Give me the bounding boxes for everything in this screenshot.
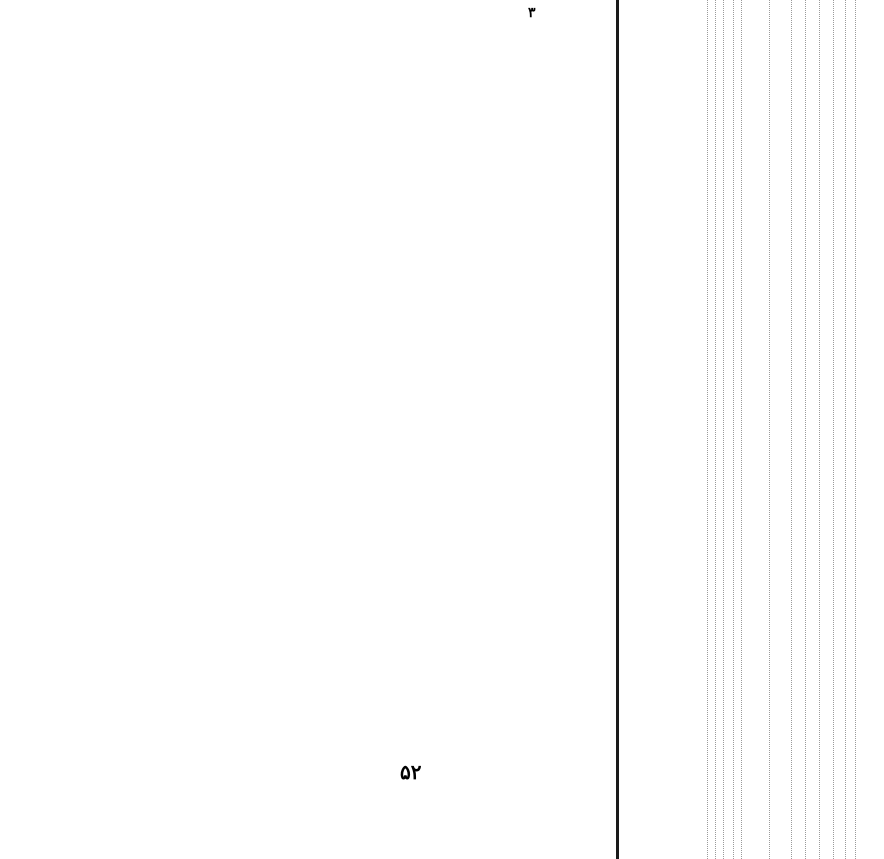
text-line <box>32 348 432 373</box>
text-line <box>32 629 432 654</box>
margin-guide-line <box>855 0 856 859</box>
text-line <box>32 317 432 342</box>
margin-guide-line <box>805 0 806 859</box>
text-line <box>32 760 432 785</box>
text-line <box>32 604 432 629</box>
text-line <box>32 192 432 217</box>
paragraph <box>32 348 432 448</box>
paragraph <box>32 454 432 654</box>
text-line <box>32 423 432 448</box>
margin-guide-line <box>723 0 724 859</box>
page-number: ۵۲ <box>400 760 422 784</box>
text-line <box>32 504 432 529</box>
text-line <box>32 579 432 604</box>
text-line <box>32 660 432 685</box>
margin-guide-line <box>741 0 742 859</box>
text-line <box>32 267 432 292</box>
text-line <box>32 529 432 554</box>
corner-mark: ٣ <box>528 5 536 21</box>
text-line <box>32 217 432 242</box>
text-line <box>32 398 432 423</box>
margin-guide-line <box>845 0 846 859</box>
text-line <box>32 710 432 735</box>
text-line <box>32 136 432 161</box>
margin-guide-line <box>819 0 820 859</box>
paragraph <box>32 192 432 342</box>
text-line <box>32 292 432 317</box>
text-line <box>32 373 432 398</box>
paragraph <box>32 660 432 785</box>
binding-margin <box>619 0 884 859</box>
text-line <box>32 554 432 579</box>
margin-guide-line <box>791 0 792 859</box>
paragraph <box>32 136 432 186</box>
text-line <box>32 161 432 186</box>
text-line <box>32 242 432 267</box>
text-line <box>32 454 432 479</box>
margin-guide-line <box>733 0 734 859</box>
margin-guide-line <box>707 0 708 859</box>
text-line <box>32 735 432 760</box>
margin-guide-line <box>833 0 834 859</box>
margin-guide-line <box>715 0 716 859</box>
margin-guide-line <box>769 0 770 859</box>
text-line <box>32 685 432 710</box>
text-line <box>32 479 432 504</box>
body-text <box>32 136 432 791</box>
